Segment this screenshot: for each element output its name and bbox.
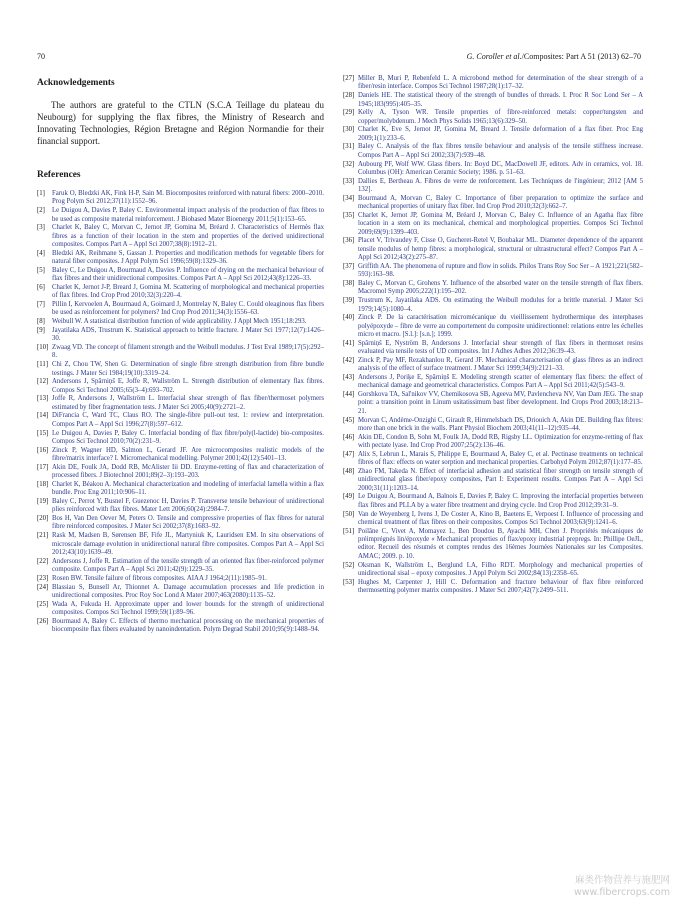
reference-number: [3] <box>37 224 45 232</box>
reference-text[interactable]: Akin DE, Condon B, Sohn M, Foulk JA, Dodd RB, Rigsby LL. Optimization for enzyme-retting of flax with pectate lyase. Ind Crop Prod 2007;25(2):136–46. <box>358 433 643 450</box>
reference-item[interactable] <box>343 280 643 297</box>
reference-list-right <box>343 75 643 596</box>
acknowledgements-text: The authors are grateful to the CTLN (S.C.A Teillage du plateau du Neubourg) for supplying the flax fibres, the Ministry of Research and Innovating Technologies, Région Bretagne and Région Normandie for their financial support. <box>37 100 324 147</box>
references-heading: References <box>37 170 81 180</box>
reference-item[interactable] <box>343 579 643 596</box>
reference-item[interactable] <box>37 481 324 498</box>
reference-number: [38] <box>343 280 355 288</box>
reference-number: [5] <box>37 266 45 274</box>
reference-number: [4] <box>37 249 45 257</box>
reference-text[interactable]: Van de Weyenberg I, Ivens J, De Coster A, Kino B, Baetens E, Verpoest I. Influence of processing and chemical treatment of flax fibres on their composites. Compos Sci Technol 2003;63(9):1241–6. <box>358 510 643 526</box>
reference-item[interactable] <box>343 451 643 468</box>
reference-item[interactable] <box>37 430 324 447</box>
reference-item[interactable] <box>343 417 643 434</box>
reference-item[interactable] <box>343 109 643 126</box>
reference-text[interactable]: Andersons J, Spārniņš E, Joffe R, Wallström L. Strength distribution of elementary flax fibres. Compos Sci Technol 2005;65(3–4):693–702. <box>52 378 324 394</box>
reference-item[interactable] <box>37 575 324 583</box>
reference-text[interactable]: Zinck P. De la caractérisation micromécanique du vieillissement hydrothermique des interphases polyépoxyde – fibre de verre au comportement du composite unidirectionnel: relations entre les échelles micro et macro. [S.l.]: [s.n.]; 1999. <box>358 314 643 339</box>
reference-number: [28] <box>343 92 355 100</box>
reference-item[interactable] <box>37 267 324 284</box>
reference-number: [18] <box>37 480 49 488</box>
reference-number: [8] <box>37 318 45 326</box>
reference-text[interactable]: Bourmaud A, Morvan C, Baley C. Importance of fiber preparation to optimize the surface and mechanical properties of unitary flax fiber. Ind Crop Prod 2010;32(3):662–7. <box>358 194 643 211</box>
reference-number: [48] <box>343 467 355 475</box>
reference-item[interactable] <box>343 468 643 493</box>
reference-text[interactable]: Aubourg PF, Wolf WW. Glass fibers. In: Boyd DC, MacDowell JF, editors. Adv in ceramics, vol. 18. Columbus (OH): American Ceramic Society; 1986. p. 51–63. <box>358 160 643 176</box>
reference-item[interactable] <box>343 143 643 160</box>
watermark <box>574 875 670 899</box>
reference-item[interactable] <box>343 126 643 143</box>
reference-text[interactable]: Le Duigou A, Bourmaud A, Balnois E, Davies P, Baley C. Improving the interfacial properties between flax fibres and PLLA by a water fibre treatment and drying cycle. Ind Crop Prod 2012;39:31–9. <box>358 493 643 509</box>
reference-text[interactable]: Dallies E, Bertheau A. Fibres de verre de renforcement. Les Techniques de l'ingénieur; 2012 [AM 5 132]. <box>358 177 643 194</box>
reference-number: [31] <box>343 143 355 151</box>
reference-list-left <box>37 190 324 635</box>
reference-item[interactable] <box>37 584 324 601</box>
reference-number: [46] <box>343 433 355 441</box>
reference-number: [14] <box>37 412 49 420</box>
reference-number: [32] <box>343 160 355 168</box>
acknowledgements-heading: Acknowledgements <box>37 78 115 88</box>
reference-item[interactable] <box>343 562 643 579</box>
reference-text[interactable]: Charlet K, Eve S, Jernot JP, Gomina M, Breard J. Tensile deformation of a flax fiber. Proc Eng 2009;1(1):233–6. <box>358 126 643 142</box>
reference-text[interactable]: Daniels HE. The statistical theory of the strength of bundles of threads. I. Proc R Soc Lond Ser – A 1945;183(995):405–35. <box>358 92 643 108</box>
reference-number: [29] <box>343 109 355 117</box>
reference-text[interactable]: Alix S, Lebrun L, Marais S, Philippe E, Bourmaud A, Baley C, et al. Pectinase treatments on technical fibres of flax: effects on water sorption and mechanical properties. Carbohyd Polym 2012;87(1):177–85. <box>358 450 643 467</box>
reference-item[interactable] <box>37 447 324 464</box>
reference-text[interactable]: Kelly A, Tyson WR. Tensile properties of fibre-reinforced metals: copper/tungsten and copper/molybdenum. J Mech Phys Solids 1965;13(6):329–50. <box>358 109 643 125</box>
reference-item[interactable] <box>343 297 643 314</box>
reference-text[interactable]: Charlet K, Béakou A. Mechanical characterization and modeling of interfacial lamella within a flax bundle. Proc Eng 2011;10:906–11. <box>52 480 324 497</box>
reference-item[interactable] <box>37 515 324 532</box>
reference-text[interactable]: Zhao FM, Takeda N. Effect of interfacial adhesion and statistical fiber strength on tensile strength of unidirectional glass fiber/epoxy composites, Part I: Experiment results. Compos Part A – Appl Sci 2000;31(11):1203–14. <box>358 467 643 492</box>
reference-number: [17] <box>37 463 49 471</box>
reference-text[interactable]: Bos H, Van Den Oever M, Peters O. Tensile and compressive properties of flax fibres for natural fibre reinforced composites. J Mater Sci 2002;37(8):1683–92. <box>52 515 324 531</box>
reference-text[interactable]: Chi Z, Chou TW, Shen G. Determination of single fibre strength distribution from fibre bundle testings. J Mater Sci 1984;19(10):3319–24. <box>52 361 324 377</box>
reference-text[interactable]: Poilâne C, Vivet A, Momayez L, Ben Doudou B, Ayachi MH, Chen J. Propriétés mécaniques de préimprégnés lin/époxyde « Mechanical properties of flax/epoxy industrial prepregs. In: Phillipe OeJL, editor. Recueil des résumés et comptes rendus des 16èmes Journées Nationales sur les Composites. AMAC; 2009. p. 10. <box>358 527 643 560</box>
reference-number: [39] <box>343 297 355 305</box>
reference-item[interactable] <box>37 601 324 618</box>
reference-number: [43] <box>343 373 355 381</box>
reference-number: [51] <box>343 527 355 535</box>
reference-text[interactable]: Weibull W. A statistical distribution function of wide applicability. J Appl Mech 1951;18:293. <box>52 318 307 326</box>
reference-item[interactable] <box>37 224 324 249</box>
reference-text[interactable]: Hughes M, Carpenter J, Hill C. Deformation and fracture behaviour of flax fibre reinforced thermosetting polymer matrix composites. J Mater Sci 2007;42(7):2499–511. <box>358 578 643 595</box>
reference-number: [16] <box>37 446 49 454</box>
reference-number: [12] <box>37 378 49 386</box>
reference-number: [10] <box>37 343 49 351</box>
reference-text[interactable]: Blassiau S, Bunsell Ar, Thionnet A. Damage accumulation processes and life prediction in unidirectional composites. Proc Roy Soc Lond A Mater 2007;463(2080):1135–52. <box>52 583 324 599</box>
reference-text[interactable]: Spārniņš E, Nyström B, Andersons J. Interfacial shear strength of flax fibers in thermoset resins evaluated via tensile tests of UD composites. Int J Adhes Adhes 2012;36:39–43. <box>358 339 643 356</box>
reference-number: [23] <box>37 574 49 582</box>
watermark-line-1: 麻类作物营养与施肥网 <box>574 875 670 886</box>
reference-text[interactable]: Placet V, Trivaudey F, Cisse O, Gucheret-Retel V, Boubakar ML. Diameter dependence of the apparent tensile modulus of hemp fibres: a morphological, structural or ultrastructural effect? Compos Part A – Appl Sci 2012;43(2):275–87. <box>358 237 643 262</box>
reference-text[interactable]: Zinck P, Pay MF, Rezakhanlou R, Gerard JF. Mechanical characterisation of glass fibres as an indirect analysis of the effect of surface treatment. J Mater Sci 1999;34(9):2121–33. <box>358 356 643 373</box>
reference-number: [35] <box>343 211 355 219</box>
reference-item[interactable] <box>37 301 324 318</box>
reference-text[interactable]: Baley C, Morvan C, Grohens Y. Influence of the absorbed water on the tensile strength of flax fibers. Macromol Symp 2005;222(1):195–202. <box>358 280 643 296</box>
reference-number: [42] <box>343 356 355 364</box>
reference-number: [11] <box>37 361 49 369</box>
reference-number: [53] <box>343 578 355 586</box>
reference-item[interactable] <box>37 464 324 481</box>
reference-item[interactable] <box>343 340 643 357</box>
reference-item[interactable] <box>343 374 643 391</box>
reference-number: [26] <box>37 617 49 625</box>
reference-number: [34] <box>343 194 355 202</box>
reference-item[interactable] <box>37 318 324 326</box>
reference-item[interactable] <box>37 618 324 635</box>
reference-item[interactable] <box>37 190 324 207</box>
reference-number: [9] <box>37 326 45 334</box>
reference-text[interactable]: Andersons J, Joffe R. Estimation of the tensile strength of an oriented flax fiber-reinforced polymer composite. Compos Part A – Appl Sci 2011;42(9):1229–35. <box>52 557 324 574</box>
reference-text[interactable]: DiFrancia C, Ward TC, Claus RO. The single-fibre pull-out test. 1: review and interpretation. Compos Part A – Appl Sci 1996;27(8):597–612. <box>52 412 324 428</box>
reference-text[interactable]: Zwaag VD. The concept of filament strength and the Weibull modulus. J Test Eval 1989;17(5):292–8. <box>52 343 324 360</box>
reference-text[interactable]: Le Duigou A, Davies P, Baley C. Environmental impact analysis of the production of flax fibres to be used as composite material reinforcement. J Biobased Mater Bioenergy 2011;5(1):153–65. <box>52 207 324 223</box>
reference-text[interactable]: Bledzki AK, Reihmane S, Gassan J. Properties and modification methods for vegetable fibers for natural fiber composites. J Appl Polym Sci 1996;59(8):1329–36. <box>52 249 324 266</box>
reference-number: [13] <box>37 395 49 403</box>
reference-item[interactable] <box>343 511 643 528</box>
reference-text[interactable]: Charlet K, Jernot J-P, Breard J, Gomina M. Scattering of morphological and mechanical properties of flax fibres. Ind Crop Prod 2010;32(3):220–4. <box>52 283 324 300</box>
reference-number: [27] <box>343 75 355 82</box>
reference-text[interactable]: Charlet K, Baley C, Morvan C, Jernot JP, Gomina M, Bréard J. Characteristics of Hermès flax fibres as a function of their location in the stem and properties of the derived unidirectional composites. Compos Part A – Appl Sci 2007;38(8):1912–21. <box>52 224 324 249</box>
reference-text[interactable]: Baley C. Analysis of the flax fibres tensile behaviour and analysis of the tensile stiffness increase. Compos Part A – Appl Sci 2002;33(7):939–48. <box>358 143 643 159</box>
reference-item[interactable] <box>37 361 324 378</box>
reference-item[interactable] <box>343 75 643 92</box>
reference-number: [19] <box>37 497 49 505</box>
reference-number: [33] <box>343 177 355 185</box>
reference-text[interactable]: Rosen BW. Tensile failure of fibrous composites. AIAA J 1964;2(11):1985–91. <box>52 574 267 582</box>
reference-number: [52] <box>343 561 355 569</box>
reference-number: [36] <box>343 237 355 245</box>
reference-number: [25] <box>37 600 49 608</box>
authors: G. Coroller et al. <box>466 52 522 61</box>
reference-text[interactable]: Morvan C, Andème-Onzighi C, Girault R, Himmelsbach DS, Driouich A, Akin DE. Building flax fibres: more than one brick in the walls. Plant Physiol Biochem 2003;41(11–12):935–44. <box>358 416 643 432</box>
reference-text[interactable]: Zinck P, Wagner HD, Salmon L, Gerard JF. Are microcomposites realistic models of the fibre/matrix interface? I. Micromechanical modelling. Polymer 2001;42(12):5401–13. <box>52 446 324 463</box>
reference-item[interactable] <box>343 92 643 109</box>
reference-item[interactable] <box>343 195 643 212</box>
reference-item[interactable] <box>37 327 324 344</box>
reference-number: [7] <box>37 301 45 309</box>
reference-item[interactable] <box>37 395 324 412</box>
reference-item[interactable] <box>343 314 643 339</box>
reference-number: [41] <box>343 339 355 347</box>
reference-item[interactable] <box>343 263 643 280</box>
reference-text[interactable]: Jayatilaka ADS, Trustrum K. Statistical approach to brittle fracture. J Mater Sci 1977;12(7):1426–30. <box>52 326 324 343</box>
reference-text[interactable]: Le Duigou A, Davies P, Baley C. Interfacial bonding of flax fibre/poly(l-lactide) bio-composites. Compos Sci Technol 2010;70(2):231–9. <box>52 429 324 445</box>
reference-item[interactable] <box>343 161 643 178</box>
reference-item[interactable] <box>343 528 643 562</box>
reference-number: [21] <box>37 532 49 540</box>
reference-item[interactable] <box>343 434 643 451</box>
reference-number: [22] <box>37 557 49 565</box>
reference-item[interactable] <box>37 284 324 301</box>
reference-item[interactable] <box>343 212 643 237</box>
journal-citation <box>467 52 641 61</box>
reference-text[interactable]: Trustrum K, Jayatilaka ADS. On estimating the Weibull modulus for a brittle material. J Mater Sci 1979;14(5):1080–4. <box>358 297 643 313</box>
reference-item[interactable] <box>37 498 324 515</box>
reference-number: [15] <box>37 429 49 437</box>
reference-text[interactable]: Oksman K, Wallström L, Berglund LA, Filho RDT. Morphology and mechanical properties of unidirectional sisal – epoxy composites. J Appl Polym Sci 2002;84(13):2358–65. <box>358 561 643 577</box>
reference-item[interactable] <box>37 532 324 557</box>
reference-item[interactable] <box>343 178 643 195</box>
reference-text[interactable]: Pillin I, Kervoelen A, Bourmaud A, Goimard J, Montrelay N, Baley C. Could oleaginous flax fibers be used as reinforcement for polymers? Ind Crop Prod 2011;34(3):1556–63. <box>52 301 324 317</box>
reference-text[interactable]: Joffe R, Andersons J, Wallström L. Interfacial shear strength of flax fiber/thermoset polymers estimated by fiber fragmentation tests. J Mater Sci 2005;40(9):2721–2. <box>52 395 324 411</box>
reference-text[interactable]: Bourmaud A, Baley C. Effects of thermo mechanical processing on the mechanical properties of biocomposite flax fibers evaluated by nanoindentation. Polym Degrad Stabil 2010;95(9):1488–94. <box>52 617 324 634</box>
reference-text[interactable]: Wada A, Fukuda H. Approximate upper and lower bounds for the strength of unidirectional composites. Compos Sci Technol 1999;59(1):89–96. <box>52 600 324 617</box>
page-number: 70 <box>37 52 45 61</box>
reference-number: [30] <box>343 126 355 134</box>
reference-text[interactable]: Griffith AA. The phenomena of rupture and flow in solids. Philos Trans Roy Soc Ser – A 1921;221(582–593):163–98. <box>358 262 643 279</box>
reference-number: [45] <box>343 416 355 424</box>
reference-item[interactable] <box>37 378 324 395</box>
reference-number: [49] <box>343 493 355 501</box>
reference-item[interactable] <box>37 207 324 224</box>
reference-item[interactable] <box>343 493 643 510</box>
reference-text[interactable]: Rask M, Madsen B, Sørensen BF, Fife JL, Martyniuk K, Lauridsen EM. In situ observations of microscale damage evolution in unidirectional natural fibre composites. Compos Part A – Appl Sci 2012;43(10):1639–49. <box>52 532 324 556</box>
reference-item[interactable] <box>37 250 324 267</box>
reference-text[interactable]: Gorshkova TA, Sal'nikov VV, Chemikosova SB, Ageeva MV, Pavlencheva NV, Van Dam JEG. The snap point: a transition point in Linum usitatissimum bast fiber development. Ind Crops Prod 2003;18:213–21. <box>358 391 643 415</box>
reference-item[interactable] <box>343 391 643 416</box>
reference-text[interactable]: Miller B, Muri P, Rebenfeld L. A microbond method for determination of the shear strength of a fiber/resin interface. Compos Sci Technol 1987;28(1):17–32. <box>358 75 643 91</box>
reference-number: [37] <box>343 262 355 270</box>
reference-item[interactable] <box>37 412 324 429</box>
journal-name: /Composites: Part A 51 (2013) 62–70 <box>521 52 641 61</box>
reference-text[interactable]: Charlet K, Jernot JP, Gomina M, Bréard J, Morvan C, Baley C. Influence of an Agatha flax fibre location in a stem on its mechanical, chemical and morphological properties. Compos Sci Technol 2009;69(9):1399–403. <box>358 211 643 236</box>
reference-number: [24] <box>37 583 49 591</box>
reference-number: [2] <box>37 207 45 215</box>
reference-number: [20] <box>37 515 49 523</box>
reference-number: [40] <box>343 314 355 322</box>
reference-text[interactable]: Faruk O, Bledzki AK, Fink H-P, Sain M. Biocomposites reinforced with natural fibers: 2000–2010. Prog Polym Sci 2012;37(11):1552–96. <box>52 190 324 206</box>
reference-number: [50] <box>343 510 355 518</box>
reference-text[interactable]: Baley C, Perrot Y, Busnel F, Guezenoc H, Davies P. Transverse tensile behaviour of unidirectional plies reinforced with flax fibres. Mater Lett 2006;60(24):2984–7. <box>52 497 324 514</box>
reference-number: [6] <box>37 283 45 291</box>
reference-text[interactable]: Akin DE, Foulk JA, Dodd RB, McAlister Iii DD. Enzyme-retting of flax and characterization of processed fibers. J Biotechnol 2001;89(2–3):193–203. <box>52 463 324 480</box>
reference-item[interactable] <box>37 344 324 361</box>
reference-text[interactable]: Andersons J, Poriķe E, Spārniņš E. Modeling strength scatter of elementary flax fibers: the effect of mechanical damage and geometrical characteristics. Compos Part A – Appl Sci 2011;42(5):543–9. <box>358 373 643 390</box>
reference-number: [44] <box>343 391 355 399</box>
reference-number: [1] <box>37 190 45 197</box>
watermark-line-2: www.fibercrops.com <box>573 887 670 898</box>
reference-item[interactable] <box>343 237 643 262</box>
reference-item[interactable] <box>37 558 324 575</box>
reference-number: [47] <box>343 450 355 458</box>
reference-item[interactable] <box>343 357 643 374</box>
reference-text[interactable]: Baley C, Le Duigou A, Bourmaud A, Davies P. Influence of drying on the mechanical behaviour of flax fibres and their unidirectional composites. Compos Part A – Appl Sci 2012;43(8):1226–33. <box>52 266 324 283</box>
